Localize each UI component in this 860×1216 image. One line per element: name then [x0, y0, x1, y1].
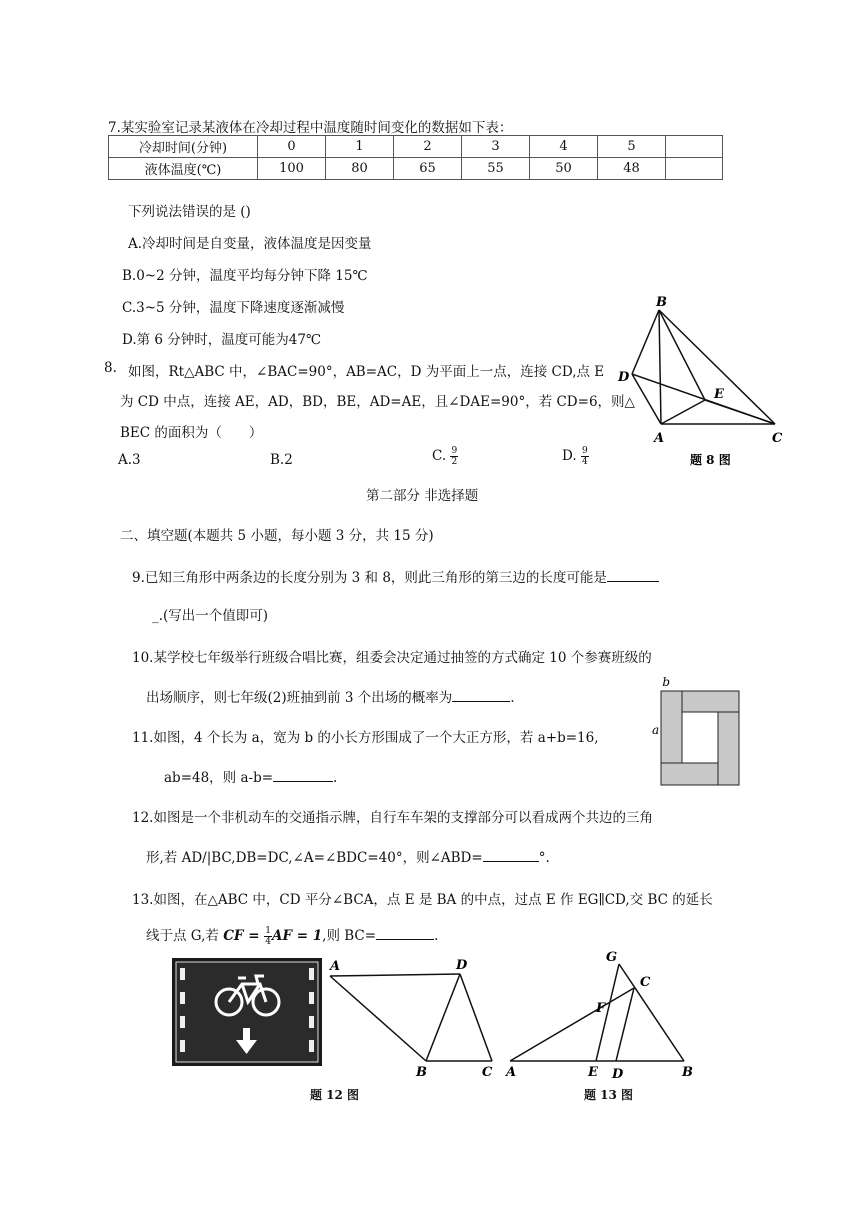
fraction-denominator: 4	[265, 937, 271, 947]
table-cell: 4	[530, 136, 598, 158]
q13-text: 线于点 G,若	[146, 928, 219, 944]
table-cell: 1	[326, 136, 394, 158]
point-label-B: B	[416, 1065, 427, 1080]
fraction-numerator: 9	[581, 446, 588, 456]
q7-option-d: D.第 6 分钟时，温度可能为47℃	[122, 332, 322, 348]
point-label-D: D	[618, 370, 630, 385]
q8-option-c	[432, 446, 458, 467]
table-cell: 0	[258, 136, 326, 158]
fraction-denominator: 4	[581, 457, 588, 467]
table-cell: 80	[326, 158, 394, 180]
formula-cf: CF	[223, 928, 244, 944]
q9-line-1	[132, 566, 659, 586]
point-label-B: B	[682, 1065, 693, 1080]
answer-blank[interactable]	[452, 688, 510, 702]
formula-af: AF	[271, 928, 293, 944]
q12-caption: 题 12 图	[310, 1088, 360, 1102]
q10-suffix: .	[510, 690, 515, 706]
table-cell: 冷却时间(分钟)	[109, 136, 258, 158]
fraction-denominator: 2	[451, 457, 458, 467]
table-cell	[666, 136, 723, 158]
table-cell: 5	[598, 136, 666, 158]
point-label-C: C	[640, 975, 651, 990]
q11-suffix: .	[333, 770, 338, 786]
fraction	[264, 926, 272, 947]
option-prefix: D.	[562, 448, 577, 464]
q12-line-2	[146, 846, 550, 866]
formula-eq: = 1	[292, 928, 323, 944]
q12-suffix: °.	[538, 850, 550, 866]
q10-line-2	[146, 686, 515, 706]
q12-figure	[326, 958, 502, 1082]
answer-blank[interactable]	[376, 926, 434, 940]
point-label-A: A	[330, 959, 341, 974]
q13-line-2	[146, 924, 438, 947]
q13-line-1: 13.如图，在△ABC 中，CD 平分∠BCA，点 E 是 BA 的中点，过点 E 作 EG∥CD,交 BC 的延长	[132, 892, 713, 908]
section-title: 二、填空题(本题共 5 小题，每小题 3 分，共 15 分)	[120, 528, 434, 544]
table-cell	[666, 158, 723, 180]
label-a: a	[652, 723, 660, 737]
point-label-A: A	[506, 1065, 517, 1080]
q8-option-b: B.2	[270, 452, 293, 468]
point-label-C: C	[482, 1065, 493, 1080]
q13-caption: 题 13 图	[584, 1088, 634, 1102]
table-cell: 48	[598, 158, 666, 180]
q8-line-3: BEC 的面积为（ ）	[120, 425, 263, 441]
point-label-G: G	[606, 950, 618, 965]
q11-line-1: 11.如图，4 个长为 a，宽为 b 的小长方形围成了一个大正方形，若 a+b=16,	[132, 730, 599, 746]
bicycle-sign-image	[172, 958, 322, 1066]
q9-prefix: _	[152, 608, 159, 624]
q7-stem: 7.某实验室记录某液体在冷却过程中温度随时间变化的数据如下表：	[108, 120, 513, 136]
q7-option-c: C.3~5 分钟，温度下降速度逐渐减慢	[122, 300, 345, 316]
answer-blank[interactable]	[273, 768, 333, 782]
q9-text: 9.已知三角形中两条边的长度分别为 3 和 8，则此三角形的第三边的长度可能是	[132, 570, 607, 586]
formula-eq: =	[243, 928, 265, 944]
q7-option-b: B.0~2 分钟，温度平均每分钟下降 15℃	[122, 268, 368, 284]
point-label-D: D	[456, 958, 468, 973]
q8-figure	[612, 290, 792, 470]
table-cell: 55	[462, 158, 530, 180]
part-title: 第二部分 非选择题	[366, 488, 479, 504]
point-label-B: B	[656, 295, 667, 310]
q11-text: ab=48，则 a-b=	[164, 770, 274, 786]
q7-question: 下列说法错误的是 ()	[128, 204, 251, 220]
figure-lines	[330, 974, 492, 1061]
option-prefix: C.	[432, 448, 447, 464]
q10-line-1: 10.某学校七年级举行班级合唱比赛，组委会决定通过抽签的方式确定 10 个参赛班级的	[132, 650, 652, 666]
label-b: b	[662, 675, 670, 689]
point-label-E: E	[714, 387, 724, 402]
figure-lines	[632, 310, 775, 424]
q8-line-1: 如图，Rt△ABC 中，∠BAC=90°，AB=AC，D 为平面上一点，连接 CD,点 E	[128, 364, 605, 380]
fraction-numerator: 1	[265, 926, 271, 936]
q13-figure	[504, 948, 704, 1082]
q8-number: 8.	[104, 360, 117, 376]
q9-line-2	[152, 604, 268, 624]
q8-line-2: 为 CD 中点，连接 AE，AD，BD，BE，AD=AE，且∠DAE=90°，若 CD=6，则△	[120, 394, 635, 410]
q11-square-figure	[660, 690, 740, 786]
answer-blank[interactable]	[607, 568, 659, 582]
figure-caption: 题 8 图	[690, 453, 731, 467]
q9-text: .(写出一个值即可)	[158, 608, 269, 624]
q10-text: 出场顺序，则七年级(2)班抽到前 3 个出场的概率为	[146, 690, 453, 706]
table-cell: 2	[394, 136, 462, 158]
point-label-E: E	[588, 1065, 598, 1080]
table-row	[109, 136, 723, 158]
inner-square	[682, 712, 718, 763]
fraction	[450, 446, 458, 467]
answer-blank[interactable]	[483, 848, 539, 862]
fraction-numerator: 9	[451, 446, 458, 456]
table-cell: 50	[530, 158, 598, 180]
q11-line-2	[164, 766, 337, 786]
q8-option-a: A.3	[118, 452, 141, 468]
table-cell: 100	[258, 158, 326, 180]
table-row	[109, 158, 723, 180]
table-cell: 液体温度(℃)	[109, 158, 258, 180]
q7-option-a: A.冷却时间是自变量，液体温度是因变量	[128, 236, 372, 252]
fraction	[581, 446, 589, 467]
point-label-A: A	[654, 431, 665, 446]
point-label-C: C	[772, 431, 783, 446]
point-label-F: F	[596, 1001, 606, 1016]
table-cell: 3	[462, 136, 530, 158]
q12-line-1: 12.如图是一个非机动车的交通指示牌，自行车车架的支撑部分可以看成两个共边的三角	[132, 810, 653, 826]
q8-option-d	[562, 446, 589, 467]
q13-suffix: .	[434, 928, 439, 944]
q11-labels	[648, 672, 672, 742]
q7-table	[108, 135, 723, 180]
table-cell: 65	[394, 158, 462, 180]
point-label-D: D	[612, 1067, 624, 1082]
q12-text: 形,若 AD/|BC,DB=DC,∠A=∠BDC=40°，则∠ABD=	[146, 850, 483, 866]
q13-text: ,则 BC=	[322, 928, 377, 944]
